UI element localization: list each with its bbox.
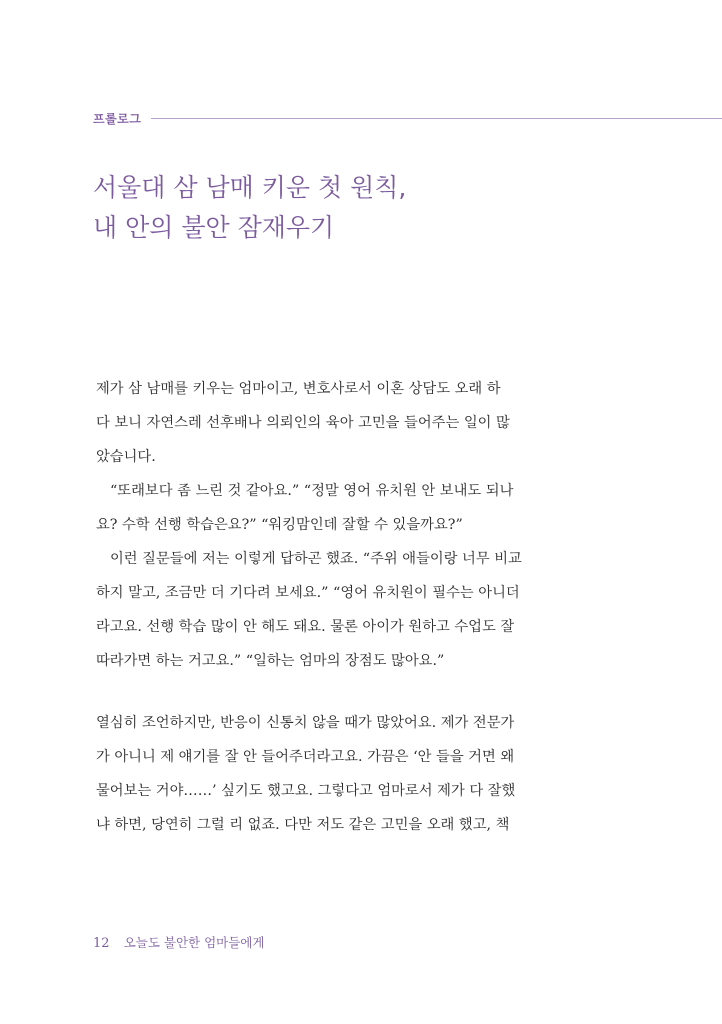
- text-line: 이런 질문들에 저는 이렇게 답하곤 했죠. “주위 애들이랑 너무 비교: [110, 551, 522, 567]
- running-title: 오늘도 불안한 엄마들에게: [123, 935, 265, 950]
- text-line: 하지 말고, 조금만 더 기다려 보세요.” “영어 유치원이 필수는 아니더: [96, 585, 520, 601]
- section-header: [93, 108, 722, 128]
- section-divider: [151, 118, 722, 119]
- paragraph-gap: [96, 678, 582, 706]
- page-number: 12: [93, 936, 110, 951]
- paragraph-3: [96, 542, 582, 678]
- text-line: “또래보다 좀 느린 것 같아요.” “정말 영어 유치원 안 보내도 되나: [110, 483, 514, 499]
- text-line: 물어보는 거야……’ 싶기도 했고요. 그렇다고 엄마로서 제가 다 잘했: [96, 783, 516, 799]
- chapter-title: [93, 168, 653, 248]
- paragraph-2: [96, 474, 582, 542]
- text-line: 따라가면 하는 거고요.” “일하는 엄마의 장점도 많아요.”: [96, 653, 445, 669]
- text-line: 제가 삼 남매를 키우는 엄마이고, 변호사로서 이혼 상담도 오래 하: [96, 381, 501, 397]
- paragraph-4: [96, 706, 582, 842]
- text-line: 요? 수학 선행 학습은요?” “워킹맘인데 잘할 수 있을까요?”: [96, 517, 463, 533]
- paragraph-1: [96, 372, 582, 474]
- page-footer: [93, 933, 264, 951]
- text-line: 냐 하면, 당연히 그럴 리 없죠. 다만 저도 같은 고민을 오래 했고, 책: [96, 817, 510, 833]
- chapter-title-line-1: 서울대 삼 남매 키운 첫 원칙,: [93, 173, 407, 202]
- text-line: 았습니다.: [96, 449, 156, 465]
- text-line: 다 보니 자연스레 선후배나 의뢰인의 육아 고민을 들어주는 일이 많: [96, 415, 510, 431]
- section-label: 프롤로그: [93, 111, 142, 126]
- body-text: [96, 372, 582, 842]
- text-line: 열심히 조언하지만, 반응이 신통치 않을 때가 많았어요. 제가 전문가: [96, 715, 515, 731]
- chapter-title-line-2: 내 안의 불안 잠재우기: [93, 213, 335, 242]
- text-line: 라고요. 선행 학습 많이 안 해도 돼요. 물론 아이가 원하고 수업도 잘: [96, 619, 515, 635]
- text-line: 가 아니니 제 얘기를 잘 안 들어주더라고요. 가끔은 ‘안 들을 거면 왜: [96, 749, 515, 765]
